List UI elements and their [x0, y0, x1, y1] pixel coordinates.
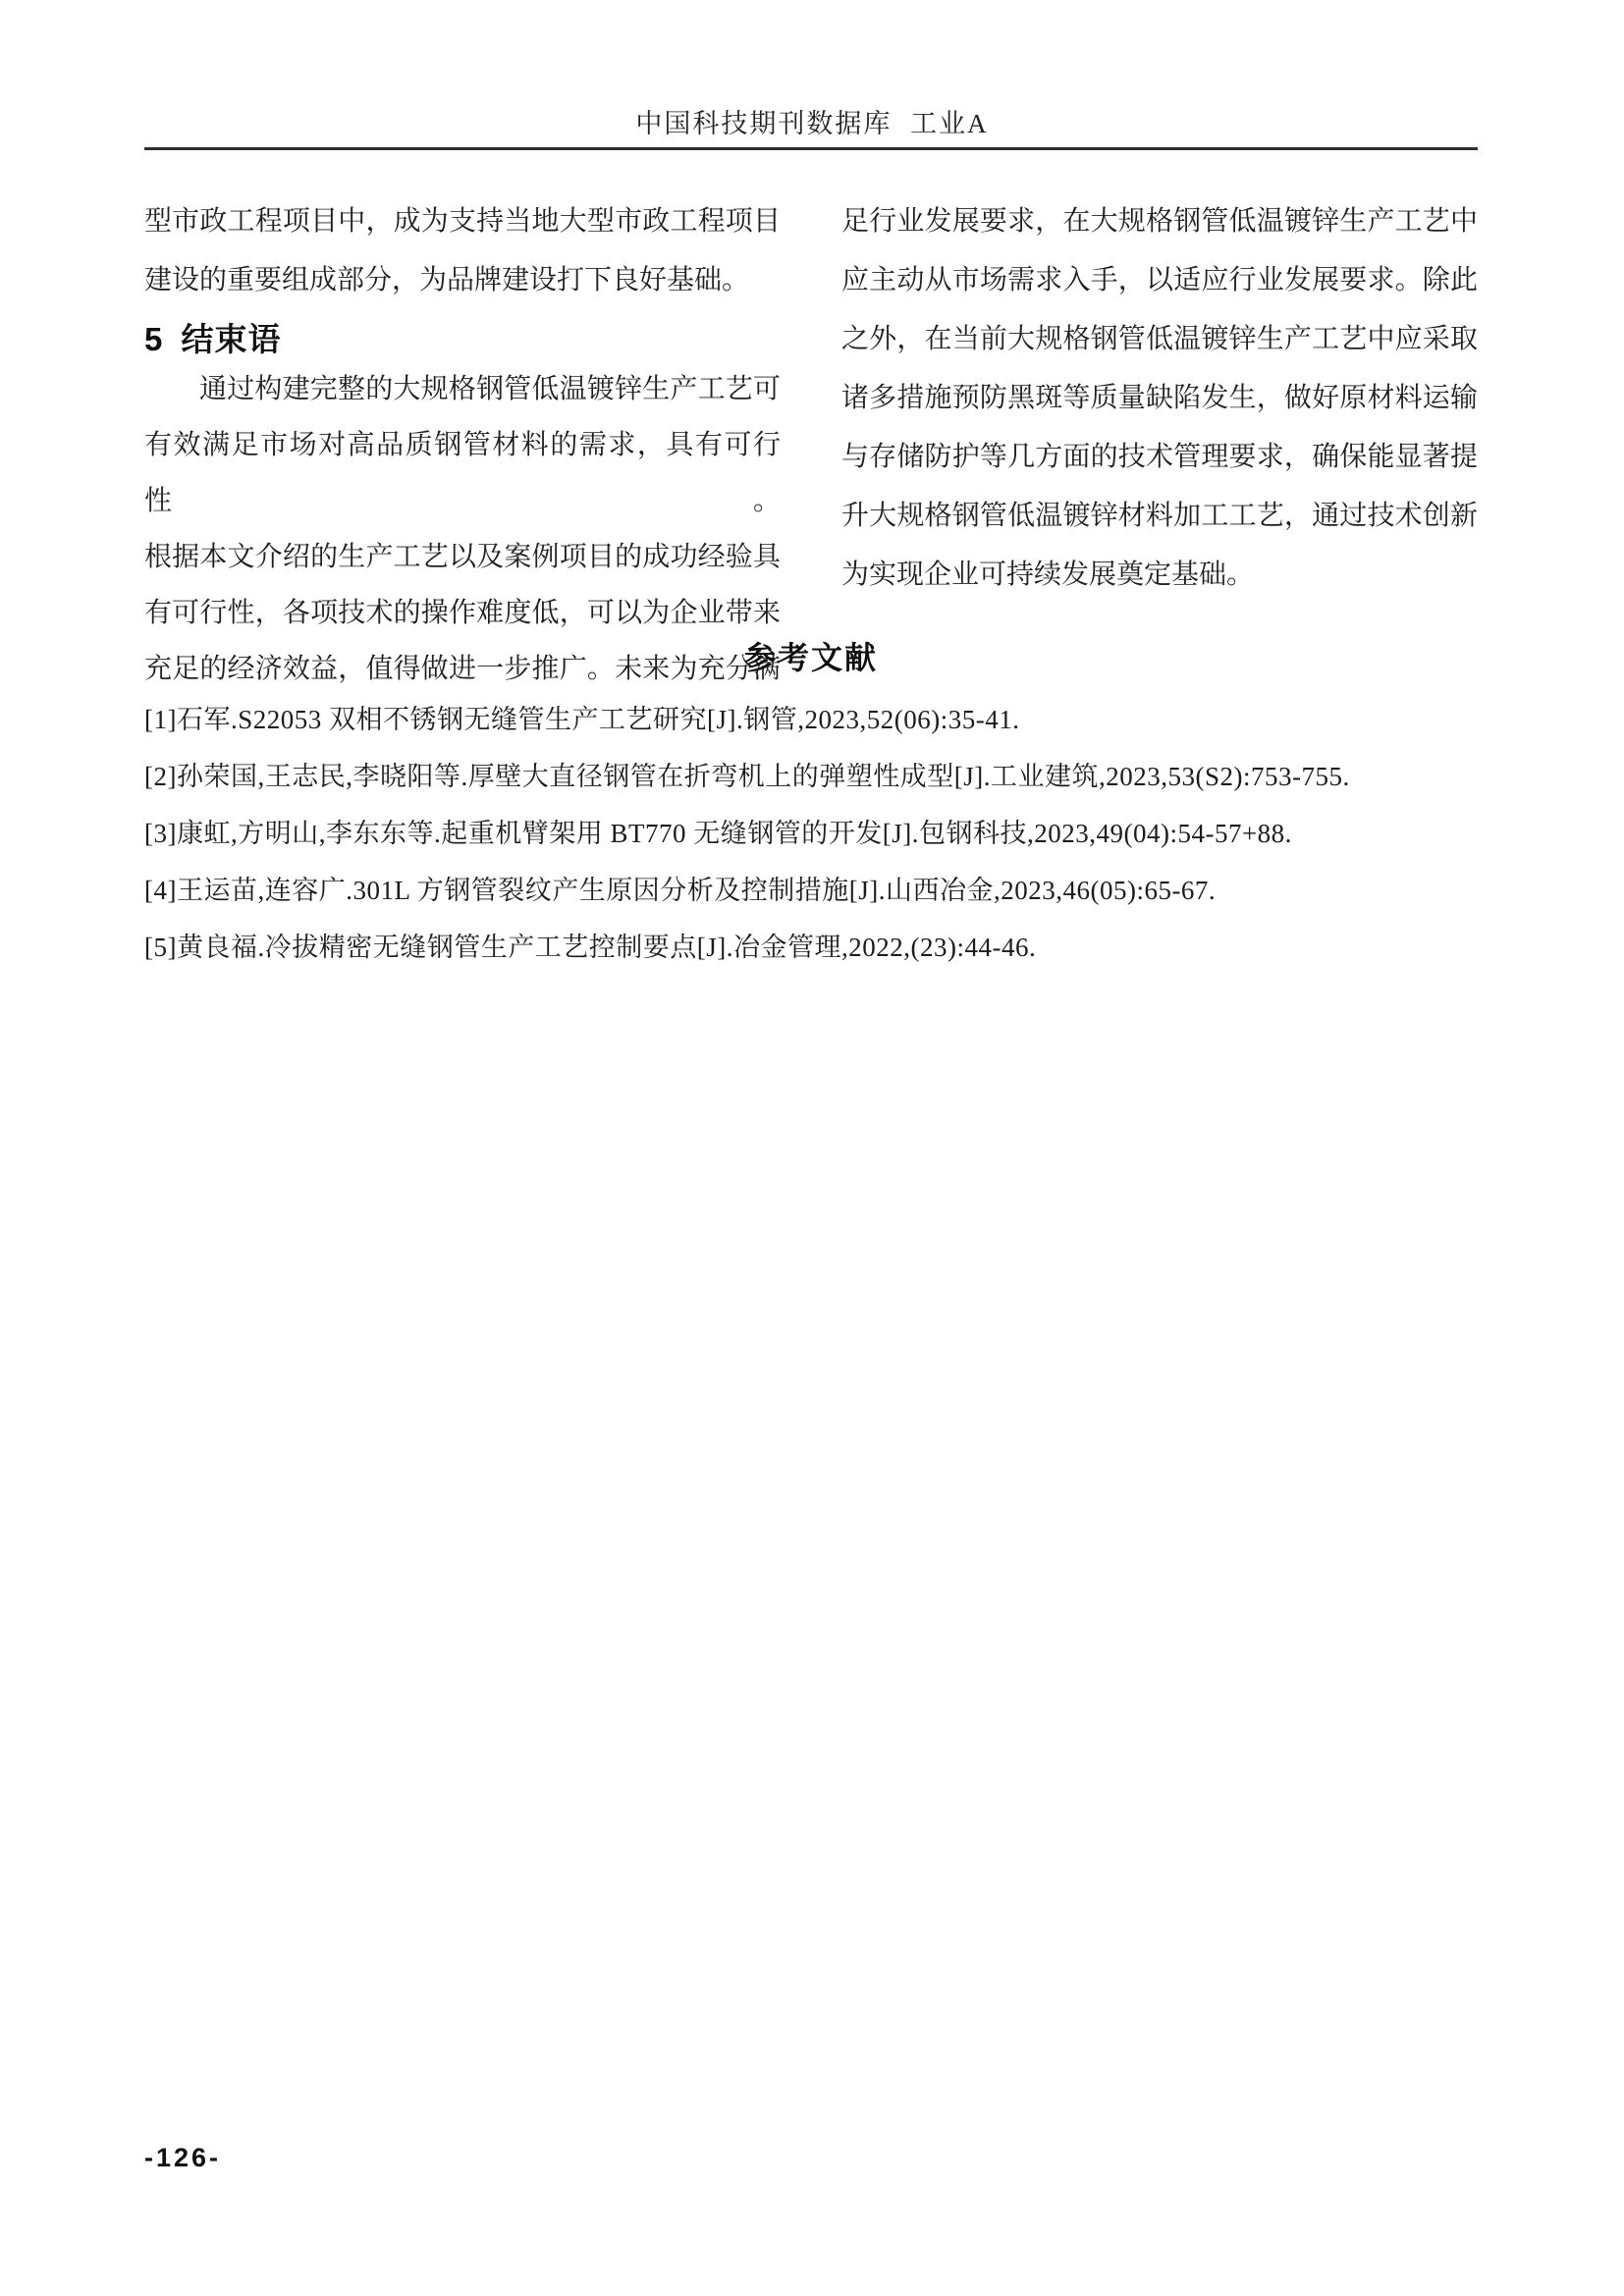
text-line: 通过构建完整的大规格钢管低温镀锌生产工艺可	[199, 374, 781, 404]
text-line: 应主动从市场需求入手，以适应行业发展要求。除此	[841, 265, 1478, 295]
header-divider	[144, 147, 1478, 150]
right-column	[841, 192, 1478, 605]
journal-header-title: 中国科技期刊数据库 工业A	[635, 109, 989, 138]
reference-item: [5]黄良福.冷拔精密无缝钢管生产工艺控制要点[J].冶金管理,2022,(23):44-46.	[144, 933, 1037, 962]
text-line: 充足的经济效益，值得做进一步推广。未来为充分满	[144, 654, 781, 684]
text-line: 有效满足市场对高品质钢管材料的需求，具有可行性。	[144, 430, 781, 516]
page-number: -126-	[144, 2143, 222, 2172]
references-section	[144, 636, 1478, 976]
text-line: 型市政工程项目中，成为支持当地大型市政工程项目	[144, 206, 781, 237]
text-line: 足行业发展要求，在大规格钢管低温镀锌生产工艺中	[841, 206, 1478, 237]
references-heading: 参考文献	[743, 640, 878, 675]
text-line: 为实现企业可持续发展奠定基础。	[841, 560, 1255, 590]
reference-item: [4]王运苗,连容广.301L 方钢管裂纹产生原因分析及控制措施[J].山西冶金,2023,46(05):65-67.	[144, 876, 1217, 905]
text-line: 有可行性，各项技术的操作难度低，可以为企业带来	[144, 598, 781, 628]
reference-item: [2]孙荣国,王志民,李晓阳等.厚壁大直径钢管在折弯机上的弹塑性成型[J].工业建筑,2023,53(S2):753-755.	[144, 762, 1350, 791]
text-line: 与存储防护等几方面的技术管理要求，确保能显著提	[841, 442, 1478, 472]
left-column	[144, 192, 781, 697]
text-line: 建设的重要组成部分，为品牌建设打下良好基础。	[144, 265, 750, 295]
section-heading-conclusion: 5 结束语	[144, 321, 282, 357]
page-footer	[144, 2140, 221, 2175]
reference-item: [1]石军.S22053 双相不锈钢无缝管生产工艺研究[J].钢管,2023,52(06):35-41.	[144, 705, 1020, 734]
text-line: 之外，在当前大规格钢管低温镀锌生产工艺中应采取	[841, 324, 1478, 354]
text-line: 升大规格钢管低温镀锌材料加工工艺，通过技术创新	[841, 501, 1478, 531]
text-line: 根据本文介绍的生产工艺以及案例项目的成功经验具	[144, 542, 781, 572]
text-line: 诸多措施预防黑斑等质量缺陷发生，做好原材料运输	[841, 383, 1478, 413]
reference-item: [3]康虹,方明山,李东东等.起重机臂架用 BT770 无缝钢管的开发[J].包钢科技,2023,49(04):54-57+88.	[144, 819, 1292, 848]
